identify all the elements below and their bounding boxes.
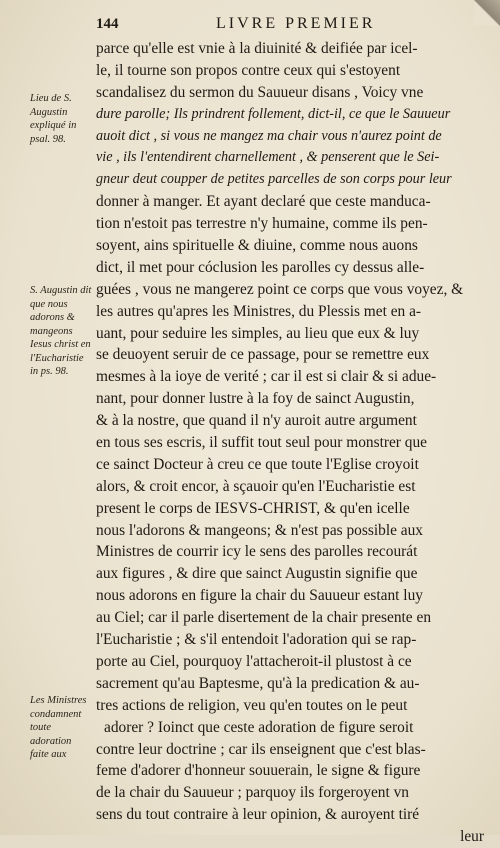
text-line: auoit dict , si vous ne mangez ma chair vous n'aurez point de bbox=[96, 127, 442, 144]
text-line: tion n'estoit pas terrestre n'y humaine, comme ils pen- bbox=[96, 215, 428, 233]
text-line: uant, pour seduire les simples, au lieu que eux & luy bbox=[96, 324, 420, 342]
text-line: les autres qu'apres les Ministres, du Plessis met en a- bbox=[96, 302, 422, 320]
running-title: LIVRE PREMIER bbox=[216, 15, 376, 32]
main-text bbox=[96, 38, 492, 848]
text-line: ce sainct Docteur à creu ce que toute l'Eglise croyoit bbox=[96, 455, 419, 473]
text-line: porte au Ciel, pourquoy l'attacheroit-il plustost à ce bbox=[96, 652, 412, 670]
text-line: donner à manger. Et ayant declaré que ceste manduca- bbox=[96, 193, 431, 211]
text-line: en tous ses escris, il suffit tout seul pour monstrer que bbox=[96, 434, 427, 452]
text-line: vie , ils l'entendirent charnellement , & penserent que le Sei- bbox=[96, 149, 440, 166]
text-line: present le corps de IESVS-CHRIST, & qu'en icelle bbox=[96, 499, 410, 517]
text-line: guées , vous ne mangerez point ce corps que vous voyez, & bbox=[96, 280, 464, 298]
text-line: soyent, ains spirituelle & diuine, comme nous auons bbox=[96, 237, 418, 255]
text-line: dure parolle; Ils prindrent follement, dict-il, ce que le Sauueur bbox=[96, 105, 451, 122]
catchword: leur bbox=[460, 828, 484, 846]
text-line: nous adorons en figure la chair du Sauueur estant luy bbox=[96, 587, 423, 605]
page-header bbox=[96, 14, 486, 36]
text-line: l'Eucharistie ; & s'il entendoit l'adoration qui se rap- bbox=[96, 631, 417, 649]
text-line: parce qu'elle est vnie à la diuinité & deifiée par icel- bbox=[96, 40, 418, 57]
text-line: & à la nostre, que quand il n'y auroit autre argument bbox=[96, 412, 417, 430]
text-line: nous l'adorons & mangeons; & n'est pas possible aux bbox=[96, 521, 424, 539]
text-line: se deuoyent seruir de ce passage, pour se remettre eux bbox=[96, 346, 430, 364]
text-line: contre leur doctrine ; car ils enseignent que c'est blas- bbox=[96, 740, 426, 758]
text-line: sacrement qu'au Baptesme, qu'à la predication & au- bbox=[96, 674, 420, 692]
text-line: au Ciel; car il parle disertement de la chair presente en bbox=[96, 609, 432, 627]
text-line: mesmes à la ioye de verité ; car il est si clair & si adue- bbox=[96, 368, 437, 386]
text-line: nant, pour donner lustre à la foy de sainct Augustin, bbox=[96, 390, 415, 408]
text-line: tres actions de religion, veu qu'en toutes on le peut bbox=[96, 696, 408, 714]
margin-note: S. Augustin dit que nous adorons & mangeons Iesus christ en l'Eucharistie in ps. 98. bbox=[30, 285, 92, 377]
text-line: le, il tourne son propos contre ceux qui s'estoyent bbox=[96, 61, 401, 79]
text-line: adorer ? Ioinct que ceste adoration de figure seroit bbox=[104, 718, 414, 736]
margin-note: Les Ministres condamnent toute adoration faite aux bbox=[30, 695, 87, 760]
text-line: sens du tout contraire à leur opinion, & auroyent tiré bbox=[96, 806, 420, 824]
text-line: feme d'adorer d'honneur souuerain, le signe & figure bbox=[96, 762, 421, 780]
text-line: Ministres de courrir icy le sens des parolles recourát bbox=[96, 543, 418, 561]
margin-note: Lieu de S. Augustin expliqué in psal. 98. bbox=[30, 93, 77, 145]
text-line: alors, & croit encor, à sçauoir qu'en l'Eucharistie est bbox=[96, 477, 416, 495]
text-line: dict, il met pour cóclusion les parolles cy dessus alle- bbox=[96, 258, 425, 276]
text-line: aux figures , & dire que sainct Augustin signifie que bbox=[96, 565, 418, 583]
text-line: de la chair du Sauueur ; parquoy ils forgeroyent vn bbox=[96, 784, 409, 802]
page-number: 144 bbox=[96, 16, 119, 32]
text-line: scandalisez du sermon du Sauueur disans , Voicy vne bbox=[96, 83, 424, 101]
text-line: gneur deut coupper de petites parcelles de son corps pour leur bbox=[96, 171, 452, 188]
